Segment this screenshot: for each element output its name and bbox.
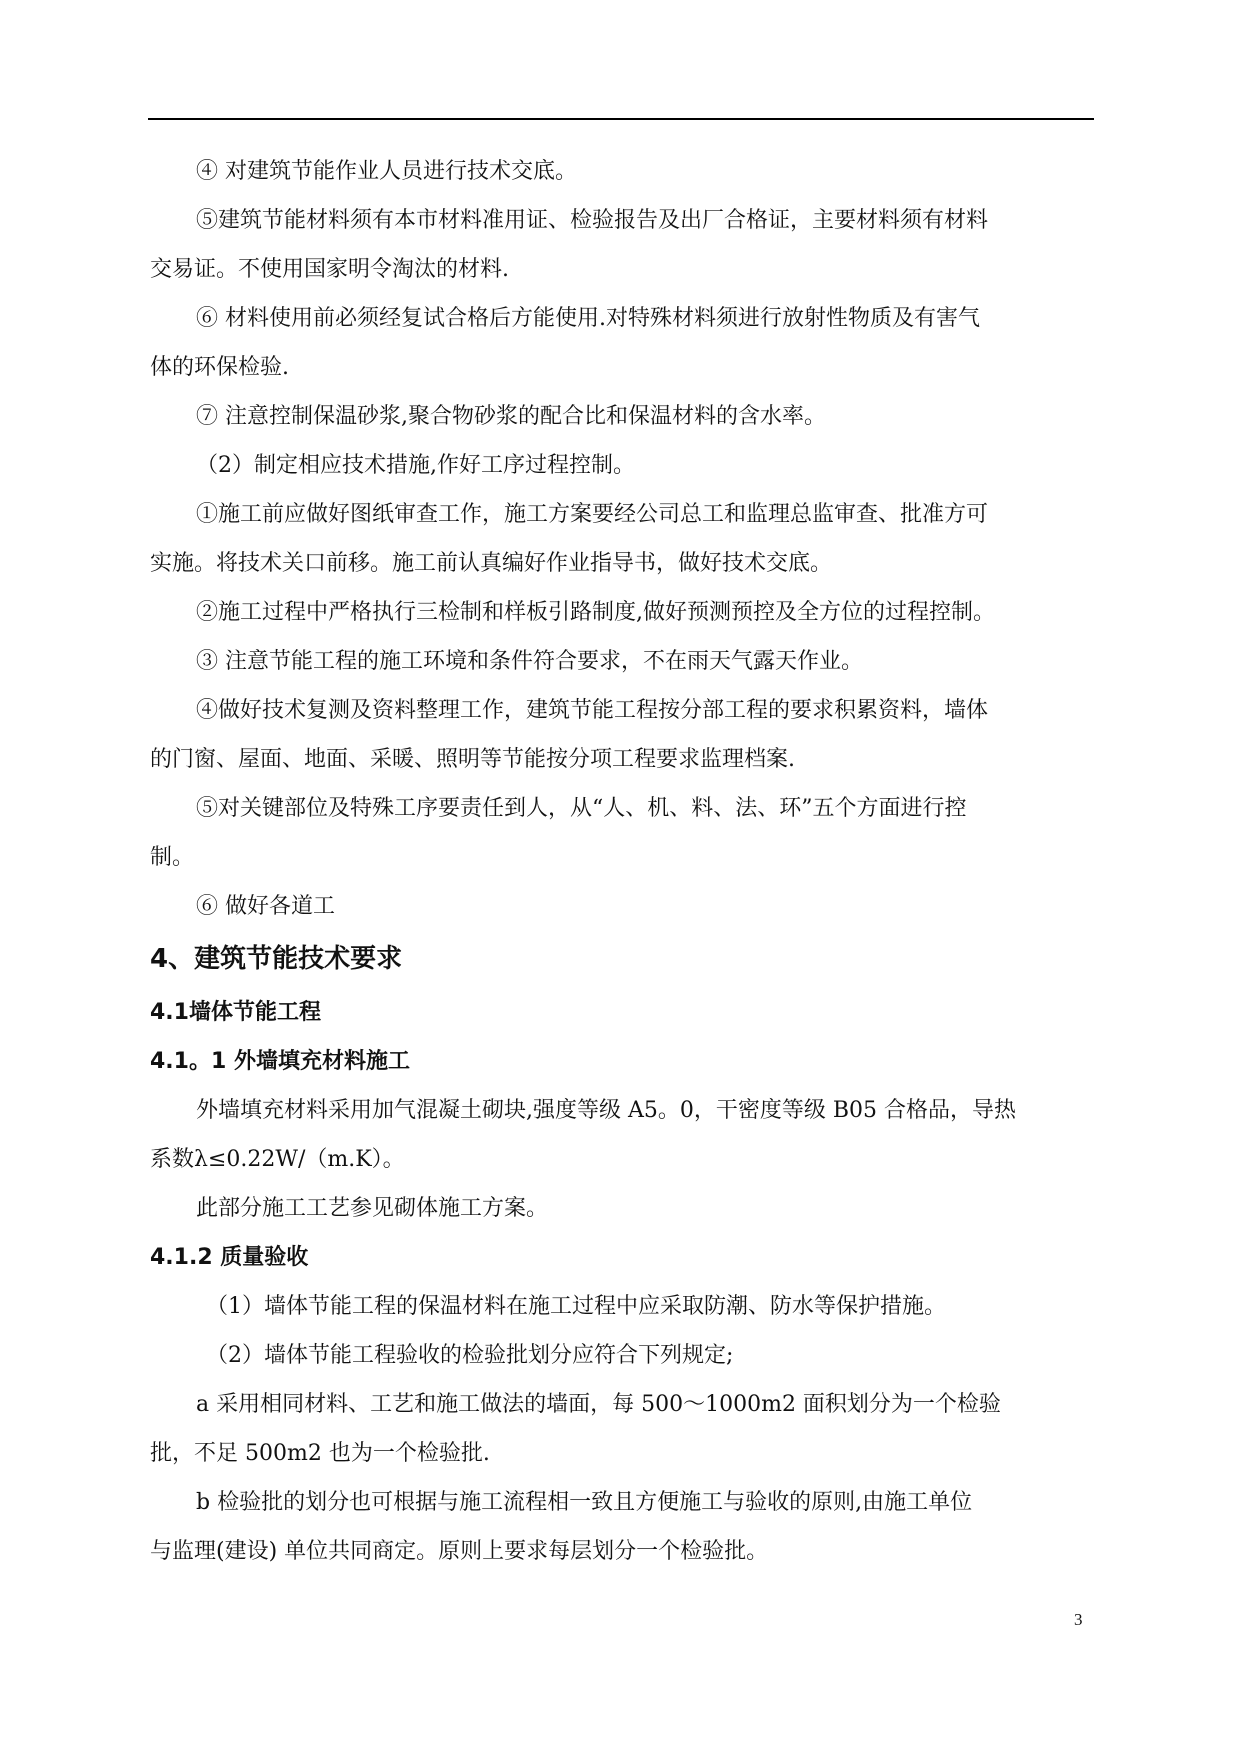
paragraph-line: ⑥ 材料使用前必须经复试合格后方能使用.对特殊材料须进行放射性物质及有害气 <box>196 306 980 331</box>
paragraph-line: ①施工前应做好图纸审查工作，施工方案要经公司总工和监理总监审查、批准方可 <box>196 502 989 527</box>
paragraph-line: （2）墙体节能工程验收的检验批划分应符合下列规定; <box>206 1343 734 1368</box>
paragraph-line: ④ 对建筑节能作业人员进行技术交底。 <box>196 159 577 184</box>
paragraph-line: 实施。将技术关口前移。施工前认真编好作业指导书，做好技术交底。 <box>150 551 833 576</box>
subsection-heading: 4.1。1 外墙填充材料施工 <box>150 1049 410 1074</box>
paragraph-line: ⑥ 做好各道工 <box>196 894 335 919</box>
subsection-heading: 4.1.2 质量验收 <box>150 1245 309 1270</box>
paragraph-line: ⑤对关键部位及特殊工序要责任到人，从“人、机、料、法、环”五个方面进行控 <box>196 796 967 821</box>
page-number: 3 <box>1074 1610 1083 1629</box>
paragraph-line: 体的环保检验. <box>150 355 289 380</box>
paragraph-line: a 采用相同材料、工艺和施工做法的墙面，每 500～1000m2 面积划分为一个检验 <box>196 1392 1001 1417</box>
header-rule <box>148 118 1094 120</box>
paragraph-line: （1）墙体节能工程的保温材料在施工过程中应采取防潮、防水等保护措施。 <box>206 1294 946 1319</box>
paragraph-line: 此部分施工工艺参见砌体施工方案。 <box>196 1196 549 1221</box>
paragraph-line: 制。 <box>150 845 195 870</box>
section-heading: 4、建筑节能技术要求 <box>150 944 403 974</box>
paragraph-line: 外墙填充材料采用加气混凝土砌块,强度等级 A5。0，干密度等级 B05 合格品，导热 <box>196 1098 1017 1123</box>
paragraph-line: 批，不足 500m2 也为一个检验批. <box>150 1441 490 1466</box>
paragraph-line: ③ 注意节能工程的施工环境和条件符合要求，不在雨天气露天作业。 <box>196 649 863 674</box>
paragraph-line: ④做好技术复测及资料整理工作，建筑节能工程按分部工程的要求积累资料，墙体 <box>196 698 989 723</box>
paragraph-line: 系数λ≤0.22W/（m.K）。 <box>150 1147 405 1172</box>
subsection-heading: 4.1墙体节能工程 <box>150 1000 321 1025</box>
paragraph-line: ⑦ 注意控制保温砂浆,聚合物砂浆的配合比和保温材料的含水率。 <box>196 404 826 429</box>
paragraph-line: b 检验批的划分也可根据与施工流程相一致且方便施工与验收的原则,由施工单位 <box>196 1490 973 1515</box>
paragraph-line: （2）制定相应技术措施,作好工序过程控制。 <box>196 453 635 478</box>
paragraph-line: 交易证。不使用国家明令淘汰的材料. <box>150 257 509 282</box>
paragraph-line: ⑤建筑节能材料须有本市材料准用证、检验报告及出厂合格证，主要材料须有材料 <box>196 208 989 233</box>
paragraph-line: 的门窗、屋面、地面、采暖、照明等节能按分项工程要求监理档案. <box>150 747 795 772</box>
paragraph-line: ②施工过程中严格执行三检制和样板引路制度,做好预测预控及全方位的过程控制。 <box>196 600 995 625</box>
paragraph-line: 与监理(建设) 单位共同商定。原则上要求每层划分一个检验批。 <box>150 1539 769 1564</box>
